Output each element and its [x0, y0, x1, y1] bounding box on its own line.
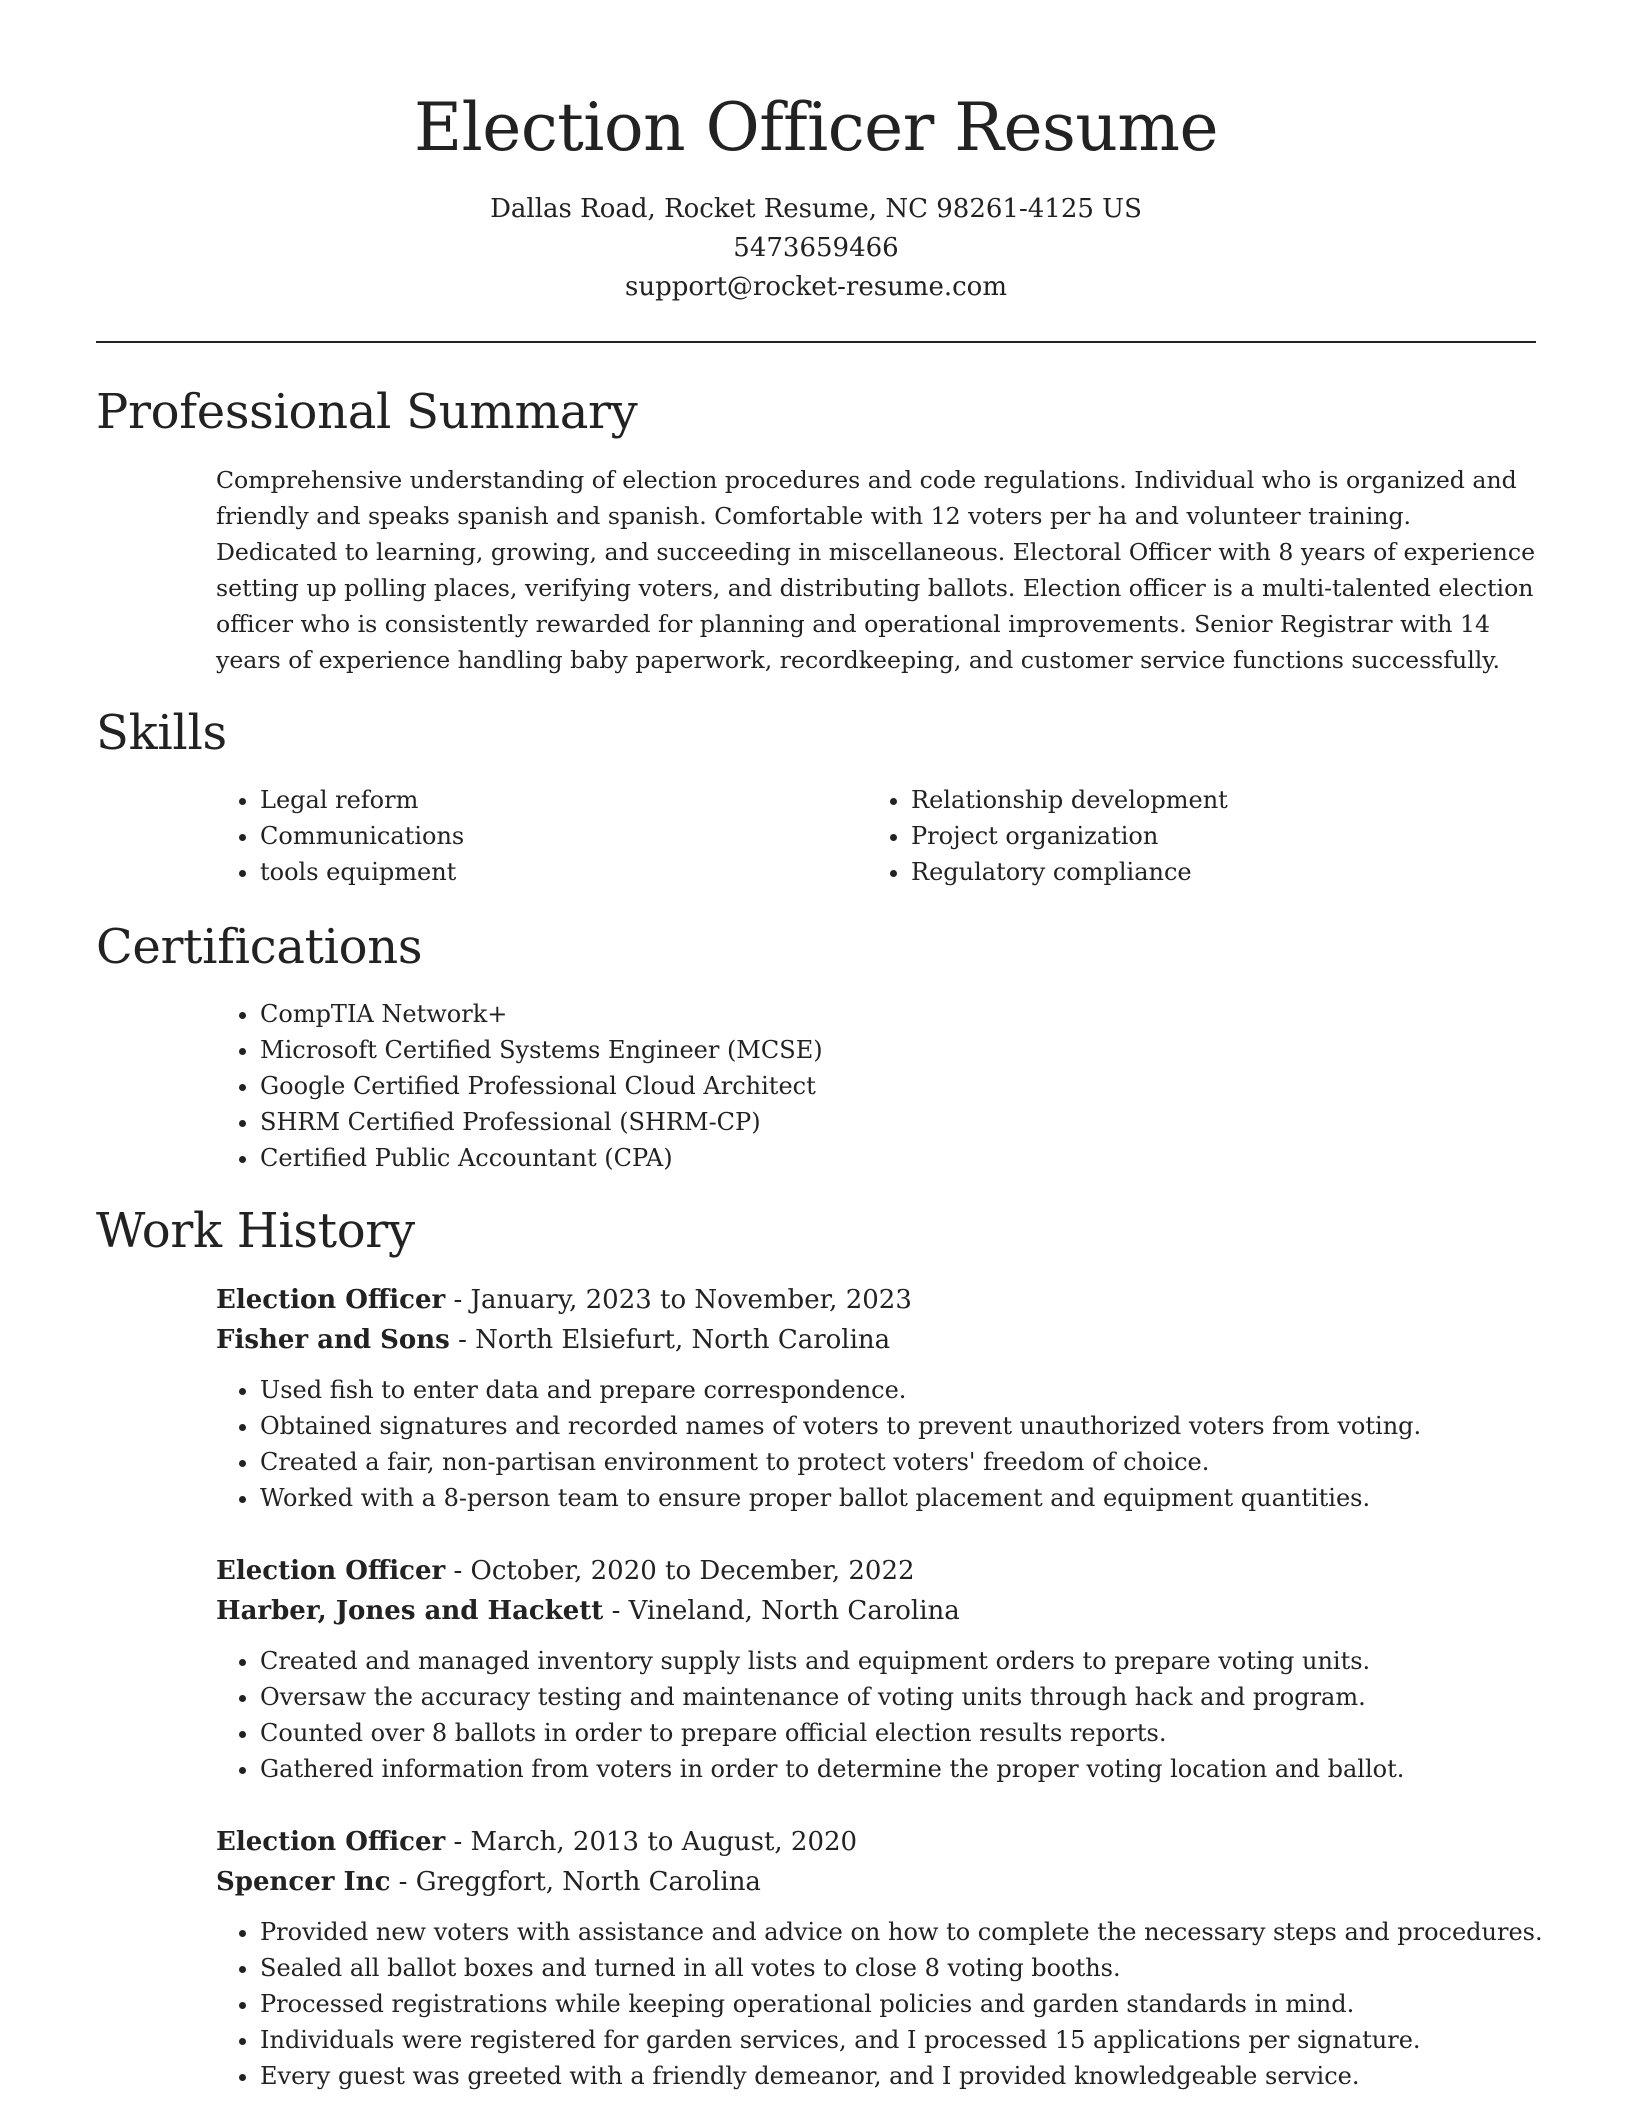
skill-item: • Relationship development [911, 782, 1487, 818]
certification-item: • SHRM Certified Professional (SHRM-CP) [260, 1104, 1536, 1140]
skill-item: • Legal reform [260, 782, 836, 818]
section-title-summary: Professional Summary [96, 384, 638, 440]
job-company-line [216, 1591, 1536, 1631]
contact-phone: 5473659466 [733, 233, 899, 263]
job-title: Election Officer [216, 1285, 446, 1315]
job-duty: • Oversaw the accuracy testing and maintenance of voting units through hack and program. [260, 1679, 1536, 1715]
professional-summary-text: Comprehensive understanding of election procedures and code regulations. Individual who is organized and friendly and speaks spanish and spanish. Comfortable with 12 voters per ha and volunteer training. Dedicated to learning, growing, and succeeding in miscellaneous. Electoral Officer with 8 years of experience setting up polling places, verifying voters, and distributing ballots. Election officer is a multi-talented election officer who is consistently rewarded for planning and operational improvements. Senior Registrar with 14 years of experience handling baby paperwork, recordkeeping, and customer service functions successfully. [216, 466, 1536, 674]
job-dates: - January, 2023 to November, 2023 [445, 1285, 912, 1315]
job-duties-list [216, 1372, 1536, 1516]
resume-title: Election Officer Resume [413, 89, 1219, 166]
contact-address: Dallas Road, Rocket Resume, NC 98261-4125 US [490, 194, 1142, 224]
job-dates: - March, 2013 to August, 2020 [445, 1827, 858, 1857]
skills-column-left [216, 782, 836, 890]
work-entry [216, 1551, 1536, 1787]
job-duty: • Processed registrations while keeping operational policies and garden standards in mind. [260, 1986, 1536, 2022]
job-title-line [216, 1551, 1536, 1591]
section-title-work-history: Work History [96, 1203, 415, 1259]
contact-block [0, 190, 1632, 307]
skill-item: • Project organization [911, 818, 1487, 854]
certification-item: • Google Certified Professional Cloud Architect [260, 1068, 1536, 1104]
header-divider [96, 341, 1536, 343]
job-dates: - October, 2020 to December, 2022 [445, 1556, 915, 1586]
contact-email: support@rocket-resume.com [624, 272, 1007, 302]
certification-item: • Microsoft Certified Systems Engineer (MCSE) [260, 1032, 1536, 1068]
work-entry [216, 1822, 1543, 2094]
job-duty: • Worked with a 8-person team to ensure proper ballot placement and equipment quantities. [260, 1480, 1536, 1516]
work-entry [216, 1280, 1536, 1516]
certification-item: • Certified Public Accountant (CPA) [260, 1140, 1536, 1176]
job-company-line [216, 1320, 1536, 1360]
job-company: Fisher and Sons [216, 1325, 450, 1355]
job-title: Election Officer [216, 1556, 446, 1586]
job-duty: • Counted over 8 ballots in order to prepare official election results reports. [260, 1715, 1536, 1751]
job-duty: • Individuals were registered for garden services, and I processed 15 applications per signature. [260, 2022, 1536, 2058]
job-location: - Vineland, North Carolina [603, 1596, 960, 1626]
certification-item: • CompTIA Network+ [260, 996, 1536, 1032]
section-title-skills: Skills [96, 705, 227, 761]
job-duty: • Gathered information from voters in order to determine the proper voting location and ballot. [260, 1751, 1536, 1787]
skills-column-right [867, 782, 1487, 890]
skill-item: • tools equipment [260, 854, 836, 890]
job-company-line [216, 1862, 1536, 1902]
job-duty: • Sealed all ballot boxes and turned in all votes to close 8 voting booths. [260, 1950, 1536, 1986]
job-company: Spencer Inc [216, 1867, 391, 1897]
section-title-certifications: Certifications [96, 919, 423, 975]
job-duty: • Created a fair, non-partisan environment to protect voters' freedom of choice. [260, 1444, 1536, 1480]
job-duty: • Used fish to enter data and prepare correspondence. [260, 1372, 1536, 1408]
skill-item: • Regulatory compliance [911, 854, 1487, 890]
skills-list-right [867, 782, 1487, 890]
job-location: - North Elsiefurt, North Carolina [449, 1325, 891, 1355]
job-duties-list [216, 1643, 1536, 1787]
job-duties-list [216, 1914, 1543, 2094]
job-duty: • Provided new voters with assistance and advice on how to complete the necessary steps and procedures. [260, 1914, 1536, 1950]
job-company: Harber, Jones and Hackett [216, 1596, 604, 1626]
resume-header [0, 0, 1632, 307]
job-duty: • Every guest was greeted with a friendly demeanor, and I provided knowledgeable service. [260, 2058, 1536, 2094]
skills-list-left [216, 782, 836, 890]
job-location: - Greggfort, North Carolina [390, 1867, 761, 1897]
job-title: Election Officer [216, 1827, 446, 1857]
job-title-line [216, 1280, 1536, 1320]
certifications-block [216, 996, 1536, 1176]
job-title-line [216, 1822, 1536, 1862]
skill-item: • Communications [260, 818, 836, 854]
job-duty: • Obtained signatures and recorded names of voters to prevent unauthorized voters from voting. [260, 1408, 1536, 1444]
certifications-list [216, 996, 1536, 1176]
job-duty: • Created and managed inventory supply lists and equipment orders to prepare voting units. [260, 1643, 1536, 1679]
